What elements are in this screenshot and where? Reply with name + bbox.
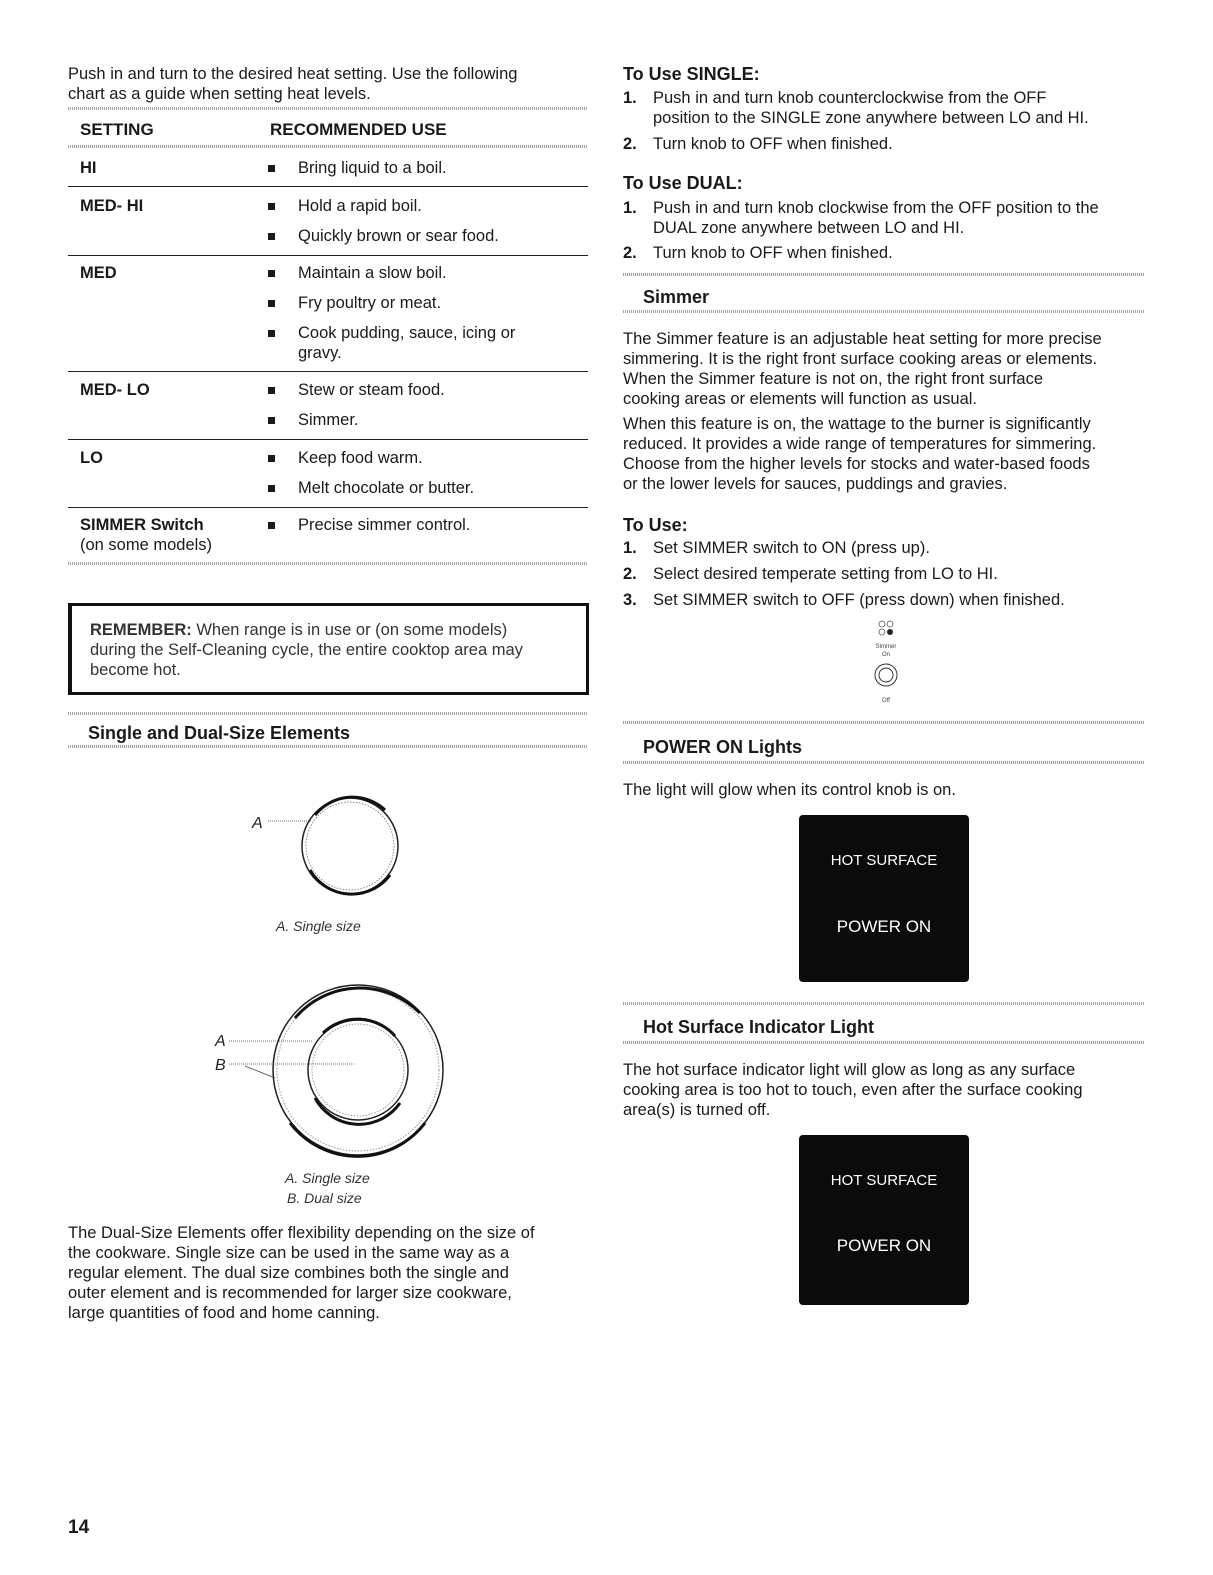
- remember-text: become hot.: [90, 661, 181, 679]
- bullet-icon: [268, 522, 275, 529]
- to-use-heading: To Use:: [623, 515, 688, 535]
- bullet-icon: [268, 455, 275, 462]
- bullet-icon: [268, 387, 275, 394]
- simmer-step: 3. Set SIMMER switch to OFF (press down) when finished.: [623, 591, 1065, 609]
- simmer-step: 1. Set SIMMER switch to ON (press up).: [623, 539, 930, 557]
- divider: [623, 1041, 1145, 1044]
- on-label: On: [881, 652, 891, 658]
- inner-ring: [312, 1024, 404, 1116]
- power-on-label: POWER ON: [836, 1236, 932, 1255]
- setting-sublabel: (on some models): [80, 536, 213, 554]
- table-header-setting: SETTING: [80, 120, 154, 139]
- use-text: Bring liquid to a boil.: [298, 159, 447, 177]
- indicator-icon: [887, 621, 893, 627]
- hot-surface-heading: Hot Surface Indicator Light: [643, 1017, 875, 1037]
- indicator-icon: [879, 621, 885, 627]
- element-ring: [315, 797, 385, 815]
- use-text: Cook pudding, sauce, icing or: [298, 324, 516, 342]
- figure-caption: B. Dual size: [287, 1190, 362, 1206]
- figure-caption: A. Single size: [276, 918, 361, 934]
- bullet-icon: [268, 165, 275, 172]
- divider: [623, 721, 1145, 724]
- element-ring: [306, 802, 394, 890]
- table-header-use: RECOMMENDED USE: [270, 120, 447, 139]
- use-text: Fry poultry or meat.: [298, 294, 442, 312]
- label-b: B: [215, 1057, 226, 1074]
- row-divider: [68, 255, 588, 256]
- simmer-switch-figure: [862, 618, 912, 706]
- use-text: Melt chocolate or butter.: [298, 479, 475, 497]
- divider: [623, 273, 1145, 276]
- indicator-panel: [799, 815, 969, 982]
- use-text: Stew or steam food.: [298, 381, 445, 399]
- to-use-dual-heading: To Use DUAL:: [623, 173, 743, 193]
- indicator-icon: [879, 629, 885, 635]
- bullet-icon: [268, 270, 275, 277]
- divider: [68, 107, 588, 110]
- setting-label: SIMMER Switch: [80, 516, 204, 534]
- hot-surface-label: HOT SURFACE: [830, 1172, 938, 1189]
- bullet-icon: [268, 203, 275, 210]
- leader-line: [245, 1066, 275, 1078]
- row-divider: [68, 439, 588, 440]
- simmer-label: Simmer: [875, 644, 897, 650]
- figure-caption: A. Single size: [285, 1170, 370, 1186]
- label-a: A: [252, 815, 263, 832]
- bullet-icon: [268, 485, 275, 492]
- remember-box: [68, 603, 589, 695]
- simmer-step: 2. Select desired temperate setting from LO to HI.: [623, 565, 998, 583]
- simmer-paragraph: The Simmer feature is an adjustable heat setting for more precise simmering. It is the right front surface cooking areas or elements. When the Simmer feature is not on, the right front surface cooking areas or elements will function as usual.: [623, 330, 1102, 408]
- use-text: gravy.: [298, 344, 342, 362]
- use-text: Precise simmer control.: [298, 516, 471, 534]
- switch-icon: [879, 668, 893, 682]
- bullet-icon: [268, 233, 275, 240]
- power-on-label: POWER ON: [836, 917, 932, 936]
- intro-text: Push in and turn to the desired heat setting. Use the following chart as a guide when setting heat levels.: [68, 65, 518, 103]
- divider: [68, 145, 588, 148]
- elements-heading: Single and Dual-Size Elements: [88, 723, 351, 743]
- remember-text: When range is in use or (on some models): [191, 621, 508, 639]
- divider: [68, 712, 588, 715]
- dual-step: 1. Push in and turn knob clockwise from the OFF position to the DUAL zone anywhere between LO and HI.: [623, 199, 1099, 237]
- hot-surface-text: The hot surface indicator light will glow as long as any surface cooking area is too hot to touch, even after the surface cooking area(s) is turned off.: [623, 1061, 1083, 1119]
- bullet-icon: [268, 417, 275, 424]
- row-divider: [68, 371, 588, 372]
- use-text: Simmer.: [298, 411, 359, 429]
- bullet-icon: [268, 330, 275, 337]
- use-text: Quickly brown or sear food.: [298, 227, 499, 245]
- power-on-text: The light will glow when its control knob is on.: [623, 781, 956, 799]
- indicator-icon: [887, 629, 893, 635]
- divider: [68, 745, 588, 748]
- switch-icon: [875, 664, 897, 686]
- single-step: 1. Push in and turn knob counterclockwise from the OFF position to the SINGLE zone anywhere between LO and HI.: [623, 89, 1089, 127]
- to-use-single-heading: To Use SINGLE:: [623, 64, 760, 84]
- divider: [623, 1002, 1145, 1005]
- page-number: 14: [68, 1517, 90, 1538]
- divider: [68, 562, 588, 565]
- inner-ring: [323, 1019, 395, 1036]
- simmer-heading: Simmer: [643, 287, 710, 307]
- setting-label: LO: [80, 449, 103, 467]
- remember-label: REMEMBER:: [90, 621, 192, 639]
- setting-label: MED- LO: [80, 381, 150, 399]
- use-text: Maintain a slow boil.: [298, 264, 447, 282]
- indicator-panel: [799, 1135, 969, 1305]
- remember-text: during the Self-Cleaning cycle, the entire cooktop area may: [90, 641, 523, 659]
- divider: [623, 761, 1145, 764]
- bullet-icon: [268, 300, 275, 307]
- use-text: Hold a rapid boil.: [298, 197, 422, 215]
- hot-surface-label: HOT SURFACE: [830, 852, 938, 869]
- single-element-figure: [240, 785, 420, 915]
- use-text: Keep food warm.: [298, 449, 423, 467]
- single-step: 2. Turn knob to OFF when finished.: [623, 135, 893, 153]
- dual-element-figure: [205, 978, 455, 1168]
- off-label: Off: [882, 698, 890, 704]
- element-ring: [310, 870, 390, 894]
- label-a: A: [215, 1033, 226, 1050]
- simmer-paragraph: When this feature is on, the wattage to the burner is significantly reduced. It provides a wide range of temperatures for simmering. Choose from the higher levels for stocks and water-based foods or the lower levels for sauces, puddings and gravies.: [623, 415, 1097, 493]
- setting-label: HI: [80, 159, 97, 177]
- power-on-heading: POWER ON Lights: [643, 737, 802, 757]
- row-divider: [68, 186, 588, 187]
- setting-label: MED- HI: [80, 197, 144, 215]
- dual-step: 2. Turn knob to OFF when finished.: [623, 244, 893, 262]
- outer-ring: [295, 988, 420, 1018]
- setting-label: MED: [80, 264, 117, 282]
- divider: [623, 310, 1145, 313]
- dual-size-description: The Dual-Size Elements offer flexibility depending on the size of the cookware. Single size can be used in the same way as a regular element. The dual size combines both the single and outer element and is recommended for larger size cookware, large quantities of food and home canning.: [68, 1224, 535, 1322]
- row-divider: [68, 507, 588, 508]
